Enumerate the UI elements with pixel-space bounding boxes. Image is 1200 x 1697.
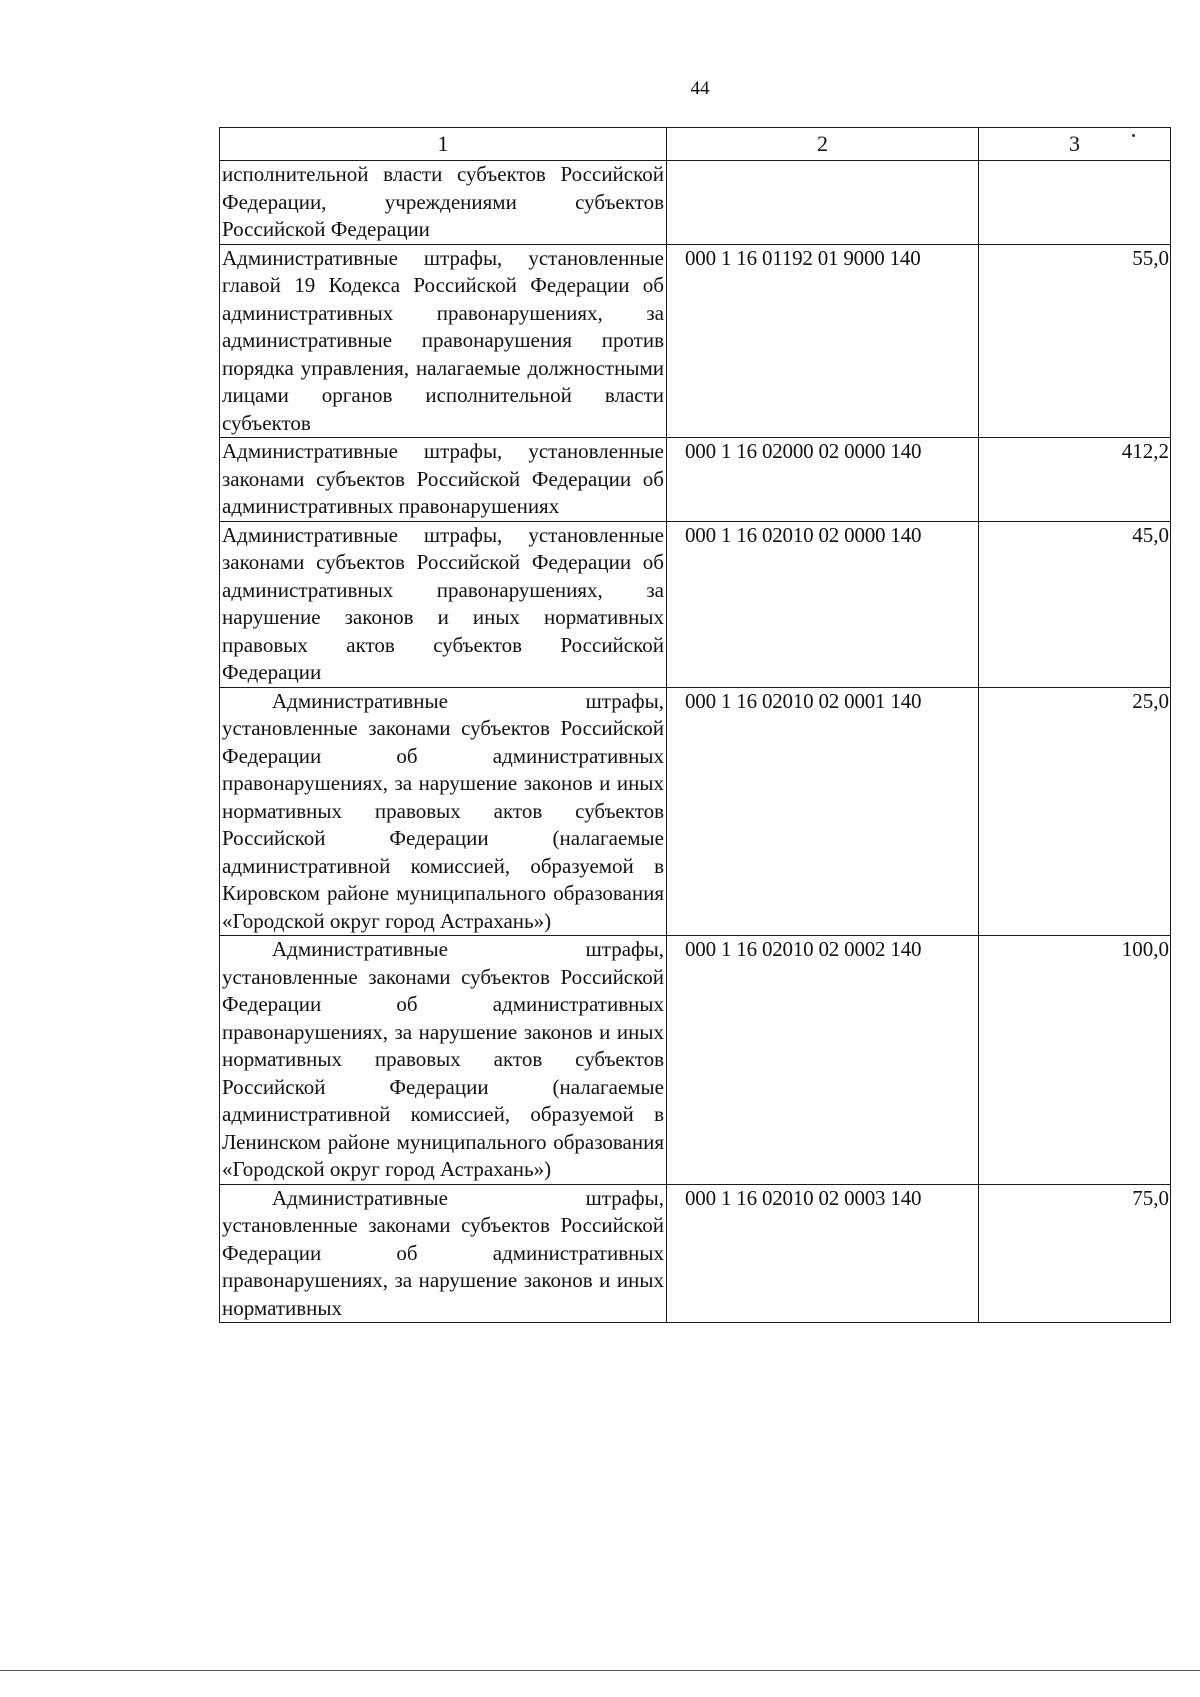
row-budget-code: 000 1 16 02010 02 0002 140 (667, 936, 979, 1185)
table-header (220, 128, 1171, 161)
row-budget-code: 000 1 16 02010 02 0000 140 (667, 521, 979, 687)
row-budget-code: 000 1 16 02010 02 0001 140 (667, 687, 979, 936)
table-row (220, 687, 1171, 936)
row-amount: 100,0 (979, 936, 1171, 1185)
table-row (220, 936, 1171, 1185)
row-amount: 25,0 (979, 687, 1171, 936)
column-header-3: 3 (979, 128, 1171, 161)
row-description: исполнительной власти субъектов Российской Федерации, учреждениями субъектов Российской Федерации (220, 161, 667, 245)
row-description: Административные штрафы, установленные законами субъектов Российской Федерации об административных правонарушениях, за нарушение законов и иных нормативных правовых актов субъектов Российской Федерации (налагаемые административной комиссией, образуемой в Ленинском районе муниципального образования «Городской округ город Астрахань») (220, 936, 667, 1185)
row-amount: 45,0 (979, 521, 1171, 687)
row-amount: 55,0 (979, 244, 1171, 438)
row-description: Административные штрафы, установленные законами субъектов Российской Федерации об административных правонарушениях, за нарушение законов и иных нормативных (220, 1184, 667, 1323)
page-bottom-rule (0, 1670, 1200, 1671)
table-body (220, 161, 1171, 1323)
table-row (220, 438, 1171, 522)
table-row (220, 521, 1171, 687)
row-budget-code: 000 1 16 01192 01 9000 140 (667, 244, 979, 438)
table-row (220, 244, 1171, 438)
row-amount (979, 161, 1171, 245)
row-budget-code (667, 161, 979, 245)
column-header-2: 2 (667, 128, 979, 161)
header-row (220, 128, 1171, 161)
row-budget-code: 000 1 16 02000 02 0000 140 (667, 438, 979, 522)
budget-revenue-table (219, 127, 1171, 1323)
table-row (220, 161, 1171, 245)
row-description: Административные штрафы, установленные законами субъектов Российской Федерации об административных правонарушениях, за нарушение законов и иных нормативных правовых актов субъектов Российской Федерации (налагаемые административной комиссией, образуемой в Кировском районе муниципального образования «Городской округ город Астрахань») (220, 687, 667, 936)
row-amount: 75,0 (979, 1184, 1171, 1323)
row-description: Административные штрафы, установленные законами субъектов Российской Федерации об административных правонарушениях (220, 438, 667, 522)
table-row (220, 1184, 1171, 1323)
row-amount: 412,2 (979, 438, 1171, 522)
column-header-1: 1 (220, 128, 667, 161)
page-number: 44 (690, 78, 710, 99)
row-description: Административные штрафы, установленные законами субъектов Российской Федерации об административных правонарушениях, за нарушение законов и иных нормативных правовых актов субъектов Российской Федерации (220, 521, 667, 687)
row-budget-code: 000 1 16 02010 02 0003 140 (667, 1184, 979, 1323)
row-description: Административные штрафы, установленные главой 19 Кодекса Российской Федерации об административных правонарушениях, за административные правонарушения против порядка управления, налагаемые должностными лицами органов исполнительной власти субъектов (220, 244, 667, 438)
